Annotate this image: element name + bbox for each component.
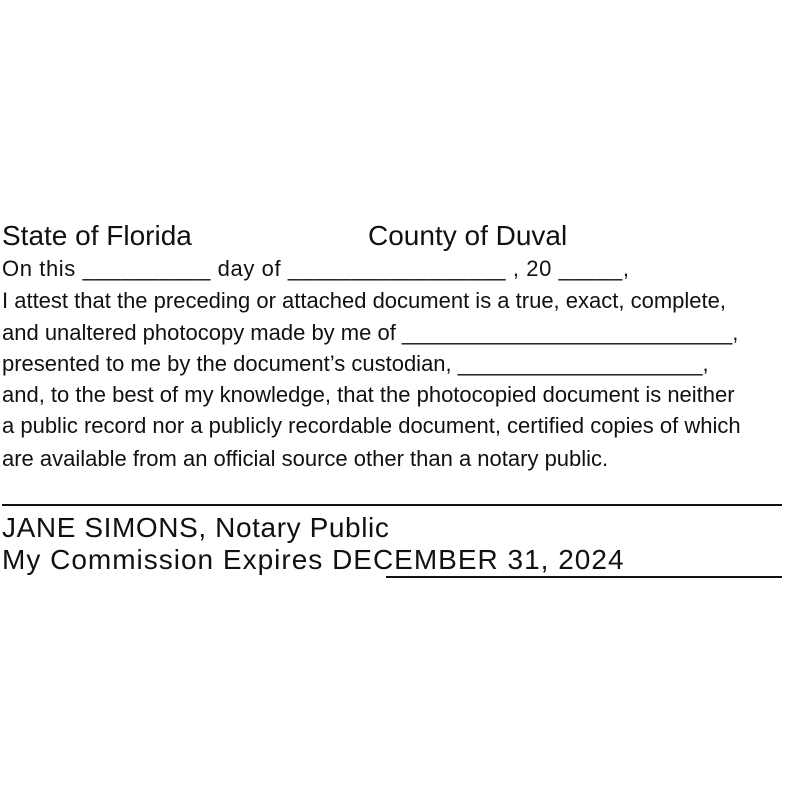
commission-date-underline [386, 576, 782, 578]
state-label: State of Florida [2, 220, 192, 251]
date-line: On this __________ day of _________________ , 20 _____, [2, 256, 630, 281]
attestation-line-1: I attest that the preceding or attached document is a true, exact, complete, [2, 288, 726, 313]
notary-name: JANE SIMONS, Notary Public [2, 512, 390, 543]
attestation-line-2: and unaltered photocopy made by me of ___________________________, [2, 320, 739, 345]
county-label: County of Duval [368, 220, 568, 251]
commission-date: DECEMBER 31, 2024 [332, 544, 625, 575]
commission-label: My Commission Expires [2, 544, 333, 575]
commission-line [2, 546, 625, 574]
attestation-line-3: presented to me by the document’s custodian, ____________________, [2, 351, 709, 376]
attestation-line-4: and, to the best of my knowledge, that the photocopied document is neither [2, 382, 735, 407]
attestation-line-6: are available from an official source other than a notary public. [2, 446, 609, 471]
signature-line [2, 504, 782, 506]
attestation-line-5: a public record nor a publicly recordable document, certified copies of which [2, 413, 741, 438]
